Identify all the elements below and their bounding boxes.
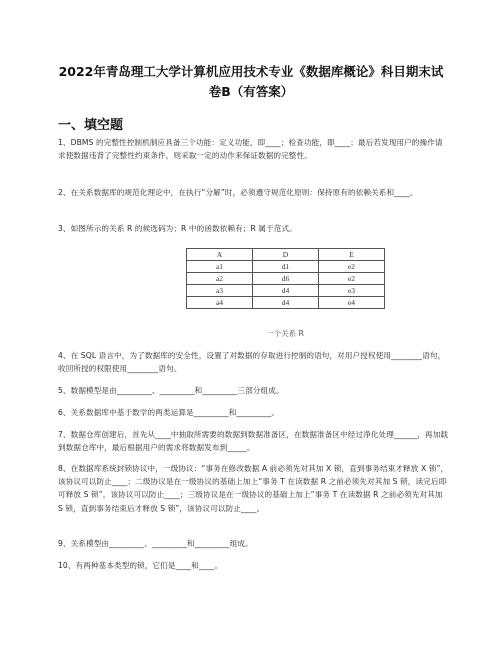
relation-table-row <box>187 273 385 285</box>
question-2: 2、在关系数据库的规范化理论中，在执行“分解”时，必须遵守规范化原则：保持原有的依赖关系和____。 <box>58 188 418 197</box>
relation-table-cell: a4 <box>187 297 253 309</box>
relation-table-cell: a1 <box>187 261 253 273</box>
relation-table-header-row <box>187 249 385 261</box>
relation-table-cell: d6 <box>253 273 319 285</box>
question-6: 6、关系数据库中基于数学的两类运算是_________和_________。 <box>58 408 280 417</box>
document-title-line1: 2022年青岛理工大学计算机应用技术专业《数据库概论》科目期末试 <box>58 64 444 79</box>
relation-table-cell: a2 <box>187 273 253 285</box>
relation-table-header: D <box>253 249 319 261</box>
relation-table-row <box>187 297 385 309</box>
relation-table-cell: d4 <box>253 285 319 297</box>
relation-table <box>186 248 385 309</box>
document-title-line2: 卷B（有答案） <box>208 84 294 99</box>
relation-table-cell: e3 <box>319 285 385 297</box>
question-7: 7、数据仓库创建后，首先从____中抽取所需要的数据到数据准备区，在数据准备区中经过净化处理______，再加载到数据仓库中，最后根据用户的需求将数据发布到_____。 <box>58 430 449 453</box>
question-5: 5、数据模型是由_________、_________和_________三部分组成。 <box>58 386 284 395</box>
relation-table-cell: e2 <box>319 261 385 273</box>
question-10: 10、有两种基本类型的锁，它们是____和____。 <box>58 561 223 570</box>
relation-table-header: A <box>187 249 253 261</box>
relation-table-cell: a3 <box>187 285 253 297</box>
question-3: 3、如图所示的关系 R 的候选码为；R 中的函数依赖有；R 属于范式。 <box>58 224 297 233</box>
relation-table-row <box>187 285 385 297</box>
relation-table-cell: e4 <box>319 297 385 309</box>
section-heading-fill-in: 一、填空题 <box>58 118 124 133</box>
question-1: 1、DBMS 的完整性控制机制应具备三个功能：定义功能，即____；检查功能，即____；最后若发现用户的操作请求使数据违背了完整性约束条件，则采取一定的动作来保证数据的完整性。 <box>58 138 443 161</box>
relation-table-cell: e2 <box>319 273 385 285</box>
relation-table-caption: 一个关系 R <box>266 329 304 338</box>
relation-table-row <box>187 261 385 273</box>
relation-table-cell: d4 <box>253 297 319 309</box>
question-4: 4、在 SQL 语言中，为了数据库的安全性，设置了对数据的存取进行控制的语句，对用户授权使用________语句，收回所授的权限使用________语句。 <box>58 351 446 374</box>
relation-table-cell: d1 <box>253 261 319 273</box>
relation-table-header: E <box>319 249 385 261</box>
question-9: 9、关系模型由_________、_________和_________组成。 <box>58 539 253 548</box>
question-8: 8、在数据库系统封锁协议中，一级协议：“事务在修改数据 A 前必须先对其加 X 锁，直到事务结束才释放 X 锁”，该协议可以防止____；二级协议是在一级协议的基础上加上“事务 T 在读数据 R 之前必须先对其加 S 锁，读完后即可释放 S 锁”，该协议可以防止____；三级协议是在一级协议的基础上加上“事务 T 在读数据 R 之前必须先对其加 S 锁，直到事务结束后才释放 S 锁”，该协议可以防止____。 <box>58 464 449 513</box>
